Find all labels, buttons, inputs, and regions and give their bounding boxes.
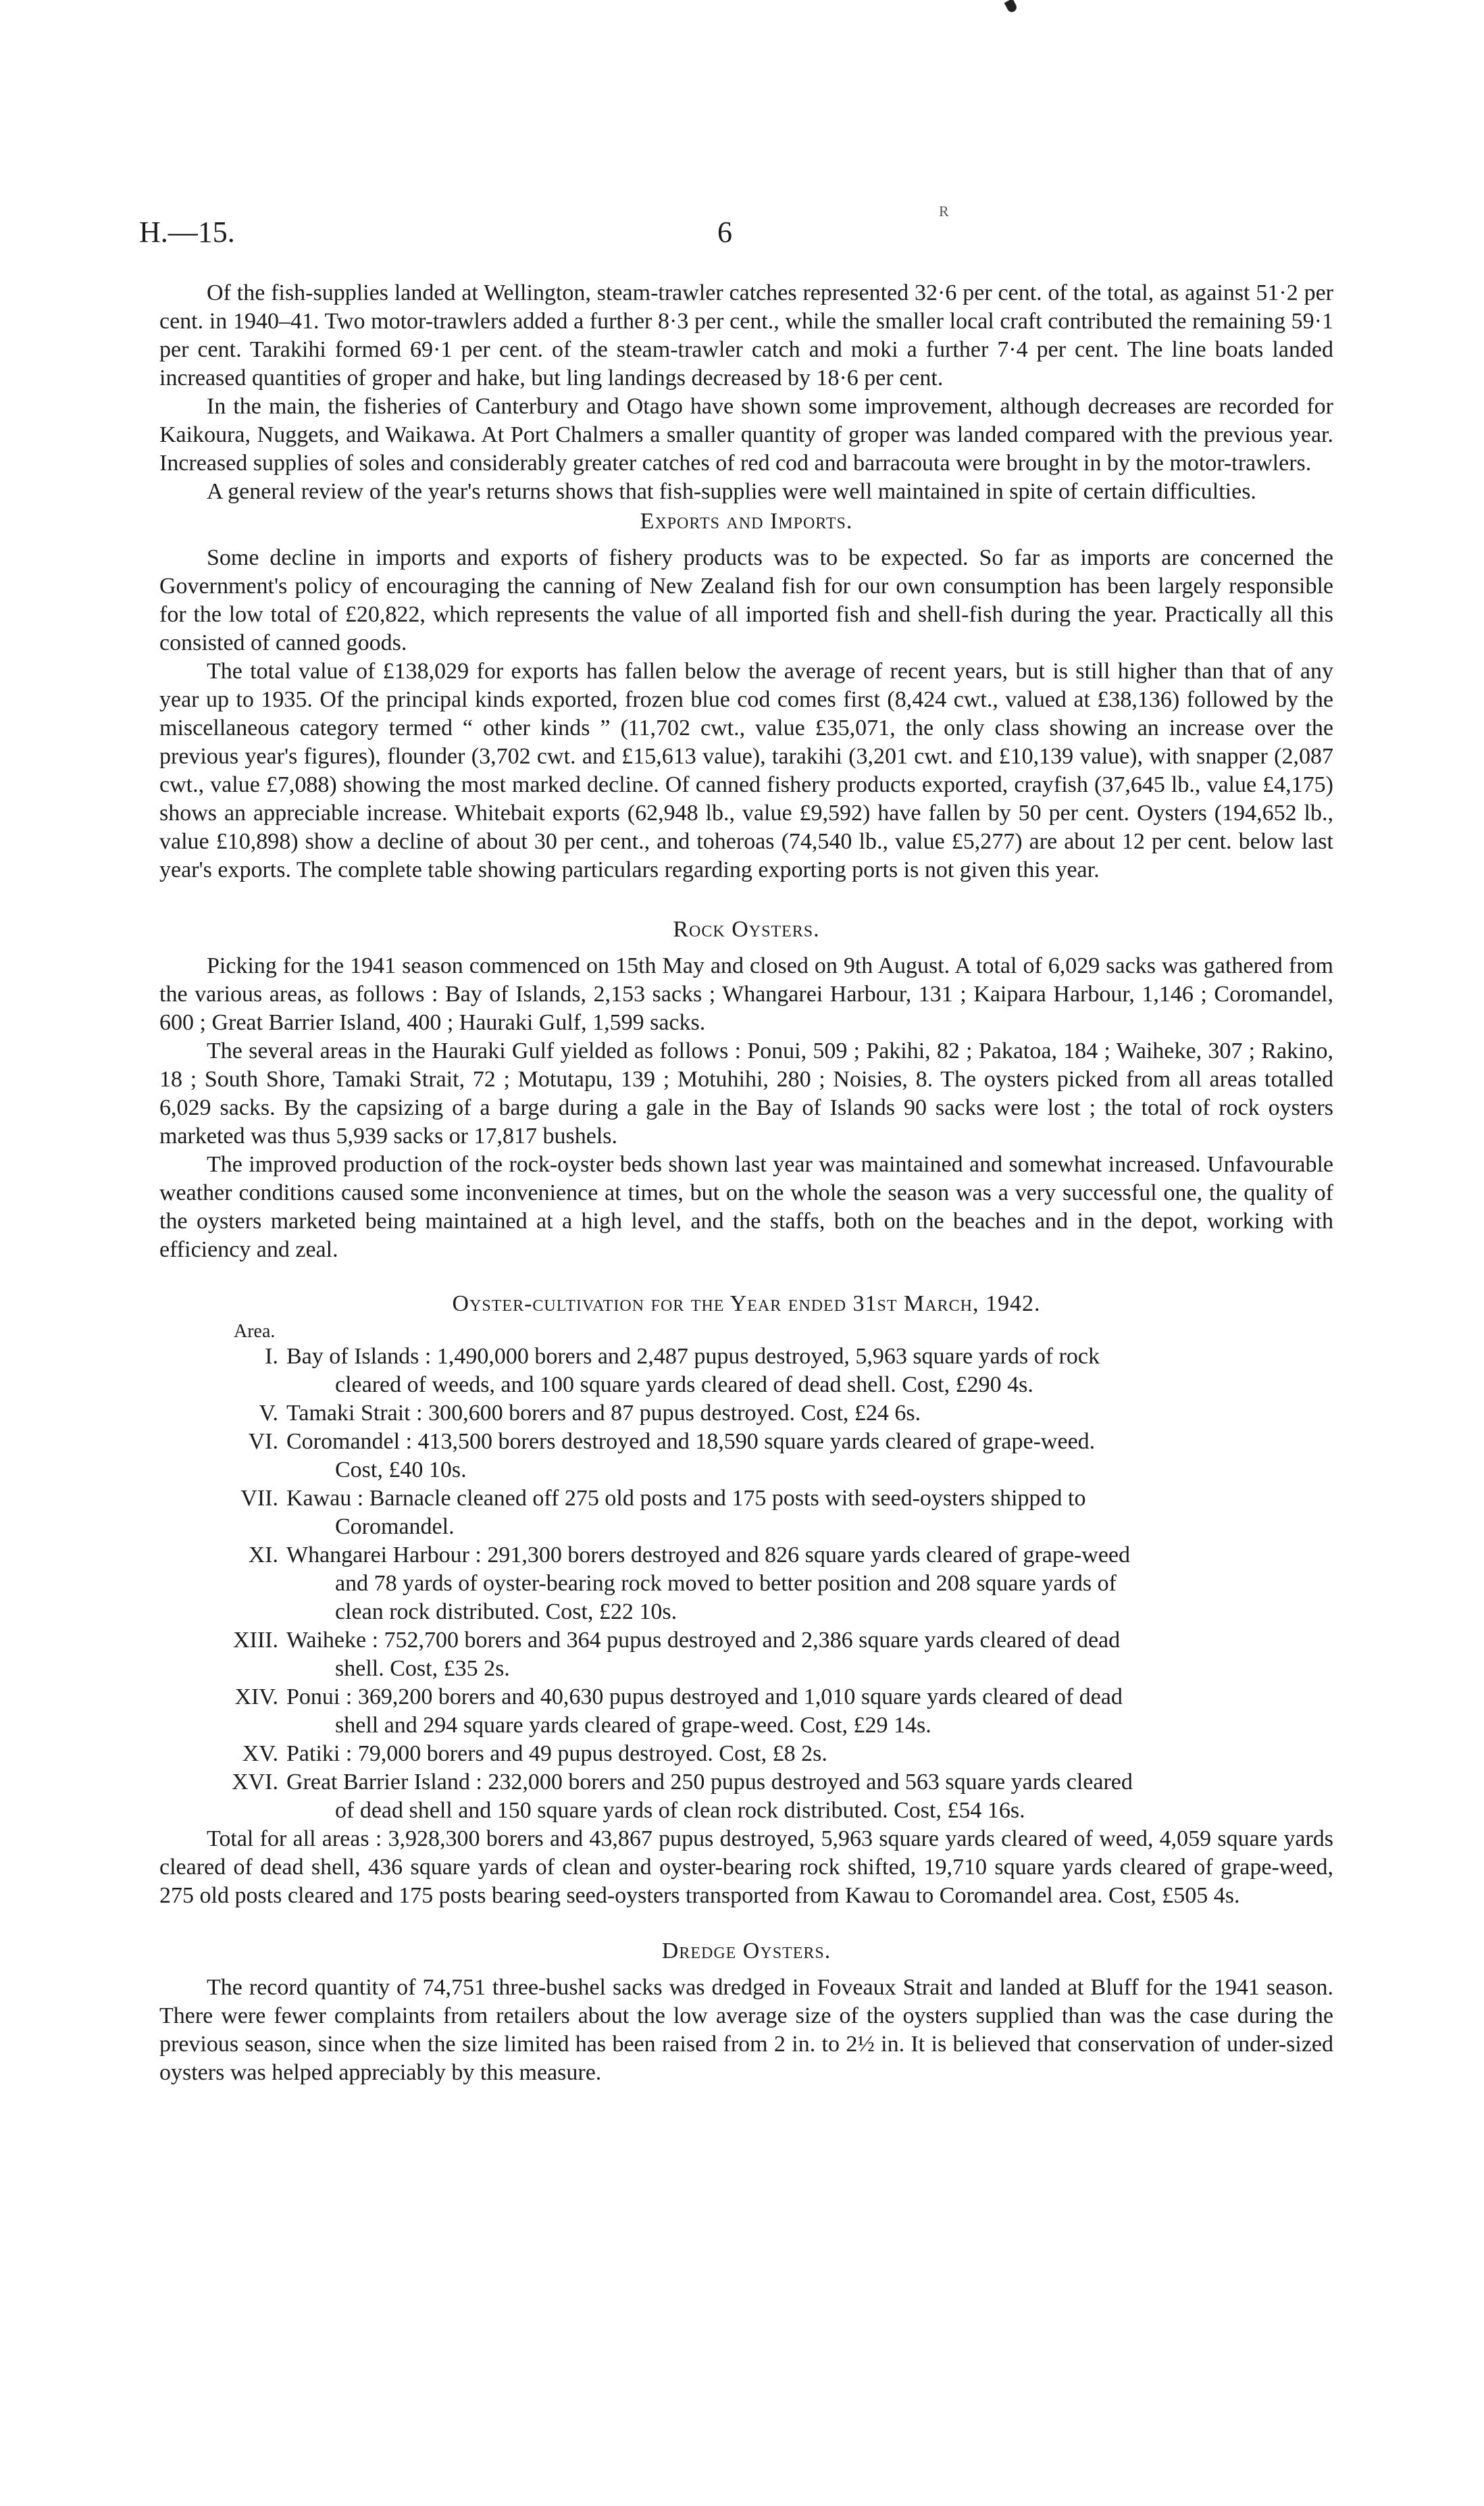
area-numeral: VII. (240, 1486, 278, 1511)
paragraph-exports-2: The total value of £138,029 for exports has fallen below the average of recent years, but is still higher than that of any year up to 1935. Of the principal kinds exported, frozen blue cod comes first (8,424 cwt., valued at £38,136) followed by the miscellaneous category termed “ other kinds ” (11,702 cwt., value £35,071, the only class showing an increase over the previous year's figures), flounder (3,702 cwt. and £15,613 value), tarakihi (3,201 cwt. and £10,139 value), with snapper (2,087 cwt., value £7,088) showing the most marked decline. Of canned fishery products exported, crayfish (37,645 lb., value £4,175) shows an appreciable increase. Whitebait exports (62,948 lb., value £9,592) have fallen by 50 per cent. Oysters (194,652 lb., value £10,898) show a decline of about 30 per cent., and toheroas (74,540 lb., value £5,277) are about 12 per cent. below last year's exports. The complete table showing particulars regarding exporting ports is not given this year. (159, 659, 1333, 882)
area-text-line-1: 79,000 borers and 49 pupus destroyed. Cost, £8 2s. (357, 1741, 827, 1766)
document-reference: H.—15. (139, 216, 235, 249)
heading-dredge-oysters: Dredge Oysters. (661, 1938, 831, 1963)
area-row (159, 1343, 1333, 1399)
paragraph-rock-oysters-1: Picking for the 1941 season commenced on 15th May and closed on 9th August. A total of 6,029 sacks was gathered from the various areas, as follows : Bay of Islands, 2,153 sacks ; Whangarei Harbour, 131 ; Kaipara Harbour, 1,146 ; Coromandel, 600 ; Great Barrier Island, 400 ; Hauraki Gulf, 1,599 sacks. (159, 953, 1333, 1035)
area-description (278, 1428, 1333, 1484)
area-numeral: XIII. (232, 1628, 278, 1653)
area-numeral: XIV. (234, 1684, 278, 1709)
area-text-line-2: of dead shell and 150 square yards of clean rock distributed. Cost, £54 16s. (335, 1798, 1025, 1823)
area-row (159, 1683, 1333, 1740)
area-description (278, 1541, 1333, 1626)
area-text-line-2: Cost, £40 10s. (335, 1457, 467, 1482)
area-text-line-3: clean rock distributed. Cost, £22 10s. (335, 1599, 677, 1624)
paragraph-rock-oysters-3: The improved production of the rock-oyster beds shown last year was maintained and somewhat increased. Unfavourable weather conditions caused some inconvenience at times, but on the whole the season was a very successful one, the quality of the oysters marketed being maintained at a high level, and the staffs, both on the beaches and in the depot, working with efficiency and zeal. (159, 1152, 1333, 1262)
area-numeral: I. (265, 1344, 278, 1369)
document-body (159, 279, 1333, 2087)
area-text-line-2: shell. Cost, £35 2s. (335, 1656, 510, 1681)
heading-oyster-cultivation: Oyster-cultivation for the Year ended 31st March, 1942. (452, 1291, 1041, 1316)
area-name: Bay of Islands : (286, 1344, 432, 1369)
area-name: Great Barrier Island : (286, 1770, 482, 1795)
area-text-line-1: Barnacle cleaned off 275 old posts and 175 posts with seed-oysters shipped to (369, 1486, 1086, 1511)
area-text-line-1: 752,700 borers and 364 pupus destroyed and 2,386 square yards cleared of dead (384, 1628, 1121, 1653)
area-numeral: VI. (248, 1429, 278, 1454)
area-text-line-1: 291,300 borers destroyed and 826 square yards cleared of grape-weed (487, 1543, 1131, 1568)
area-name: Coromandel : (286, 1429, 413, 1454)
area-numeral: XVI. (232, 1770, 278, 1795)
paragraph-cultivation-total: Total for all areas : 3,928,300 borers and 43,867 pupus destroyed, 5,963 square yards cleared of weed, 4,059 square yards cleared of dead shell, 436 square yards of clean and oyster-bearing rock shifted, 19,710 square yards cleared of grape-weed, 275 old posts cleared and 175 posts bearing seed-oysters transported from Kawau to Coromandel area. Cost, £505 4s. (159, 1826, 1333, 1908)
area-text-line-1: 300,600 borers and 87 pupus destroyed. Cost, £24 6s. (428, 1401, 921, 1426)
area-description (278, 1768, 1333, 1825)
paragraph-dredge-oysters: The record quantity of 74,751 three-bushel sacks was dredged in Foveaux Strait and landed at Bluff for the 1941 season. There were fewer complaints from retailers about the low average size of the oysters supplied than was the case during the previous season, since when the size limited has been raised from 2 in. to 2½ in. It is believed that conservation of under-sized oysters was helped appreciably by this measure. (159, 1975, 1333, 2085)
stray-mark: R (939, 203, 949, 220)
area-description (278, 1399, 1333, 1428)
area-row (159, 1740, 1333, 1768)
area-text-line-2: Coromandel. (335, 1514, 455, 1539)
area-description (278, 1740, 1333, 1768)
area-description (278, 1683, 1333, 1740)
area-name: Kawau : (286, 1486, 364, 1511)
area-text-line-2: cleared of weeds, and 100 square yards cleared of dead shell. Cost, £290 4s. (335, 1372, 1033, 1397)
area-row (159, 1399, 1333, 1428)
area-description (278, 1626, 1333, 1683)
page-edge-mark (1004, 0, 1019, 14)
area-text-line-2: shell and 294 square yards cleared of grape-weed. Cost, £29 14s. (335, 1713, 931, 1738)
area-row (159, 1541, 1333, 1626)
paragraph-rock-oysters-2: The several areas in the Hauraki Gulf yielded as follows : Ponui, 509 ; Pakihi, 82 ; Pakatoa, 184 ; Waiheke, 307 ; Rakino, 18 ; South Shore, Tamaki Strait, 72 ; Motutapu, 139 ; Motuhihi, 280 ; Noisies, 8. The oysters picked from all areas totalled 6,029 sacks. By the capsizing of a barge during a gale in the Bay of Islands 90 sacks were lost ; the total of rock oysters marketed was thus 5,939 sacks or 17,817 bushels. (159, 1038, 1333, 1149)
area-text-line-1: 369,200 borers and 40,630 pupus destroyed and 1,010 square yards cleared of dead (357, 1684, 1123, 1709)
area-name: Tamaki Strait : (286, 1401, 423, 1426)
area-name: Ponui : (286, 1684, 353, 1709)
area-numeral: V. (259, 1401, 278, 1426)
area-name: Waiheke : (286, 1628, 379, 1653)
area-text-line-1: 232,000 borers and 250 pupus destroyed and 563 square yards cleared (488, 1770, 1133, 1795)
area-description (278, 1484, 1333, 1541)
area-description (278, 1343, 1333, 1399)
area-row (159, 1428, 1333, 1484)
heading-exports-imports: Exports and Imports. (640, 509, 853, 534)
area-numeral: XV. (242, 1741, 278, 1766)
area-text-line-2: and 78 yards of oyster-bearing rock moved to better position and 208 square yards of (335, 1571, 1117, 1596)
area-numeral: XI. (248, 1543, 278, 1568)
area-row (159, 1484, 1333, 1541)
paragraph-canterbury: In the main, the fisheries of Canterbury and Otago have shown some improvement, although decreases are recorded for Kaikoura, Nuggets, and Waikawa. At Port Chalmers a smaller quantity of groper was landed compared with the previous year. Increased supplies of soles and considerably greater catches of red cod and barracouta were brought in by the motor-trawlers. (159, 394, 1333, 476)
area-column-label: Area. (234, 1321, 276, 1342)
paragraph-review: A general review of the year's returns shows that fish-supplies were well maintained in spite of certain difficulties. (207, 479, 1256, 504)
paragraph-wellington: Of the fish-supplies landed at Wellington, steam-trawler catches represented 32·6 per cent. of the total, as against 51·2 per cent. in 1940–41. Two motor-trawlers added a further 8·3 per cent., while the smaller local craft contributed the remaining 59·1 per cent. Tarakihi formed 69·1 per cent. of the steam-trawler catch and moki a further 7·4 per cent. The line boats landed increased quantities of groper and hake, but ling landings decreased by 18·6 per cent. (159, 280, 1333, 391)
heading-rock-oysters: Rock Oysters. (673, 917, 820, 942)
area-text-line-1: 1,490,000 borers and 2,487 pupus destroyed, 5,963 square yards of rock (436, 1344, 1100, 1369)
paragraph-exports-1: Some decline in imports and exports of fishery products was to be expected. So far as imports are concerned the Government's policy of encouraging the canning of New Zealand fish for our own consumption has been largely responsible for the low total of £20,822, which represents the value of all imported fish and shell-fish during the year. Practically all this consisted of canned goods. (159, 545, 1333, 655)
area-name: Patiki : (286, 1741, 353, 1766)
cultivation-area-list (159, 1343, 1333, 1825)
area-name: Whangarei Harbour : (286, 1543, 482, 1568)
area-row (159, 1768, 1333, 1825)
area-row (159, 1626, 1333, 1683)
area-text-line-1: 413,500 borers destroyed and 18,590 square yards cleared of grape-weed. (417, 1429, 1096, 1454)
page-number: 6 (717, 216, 732, 249)
